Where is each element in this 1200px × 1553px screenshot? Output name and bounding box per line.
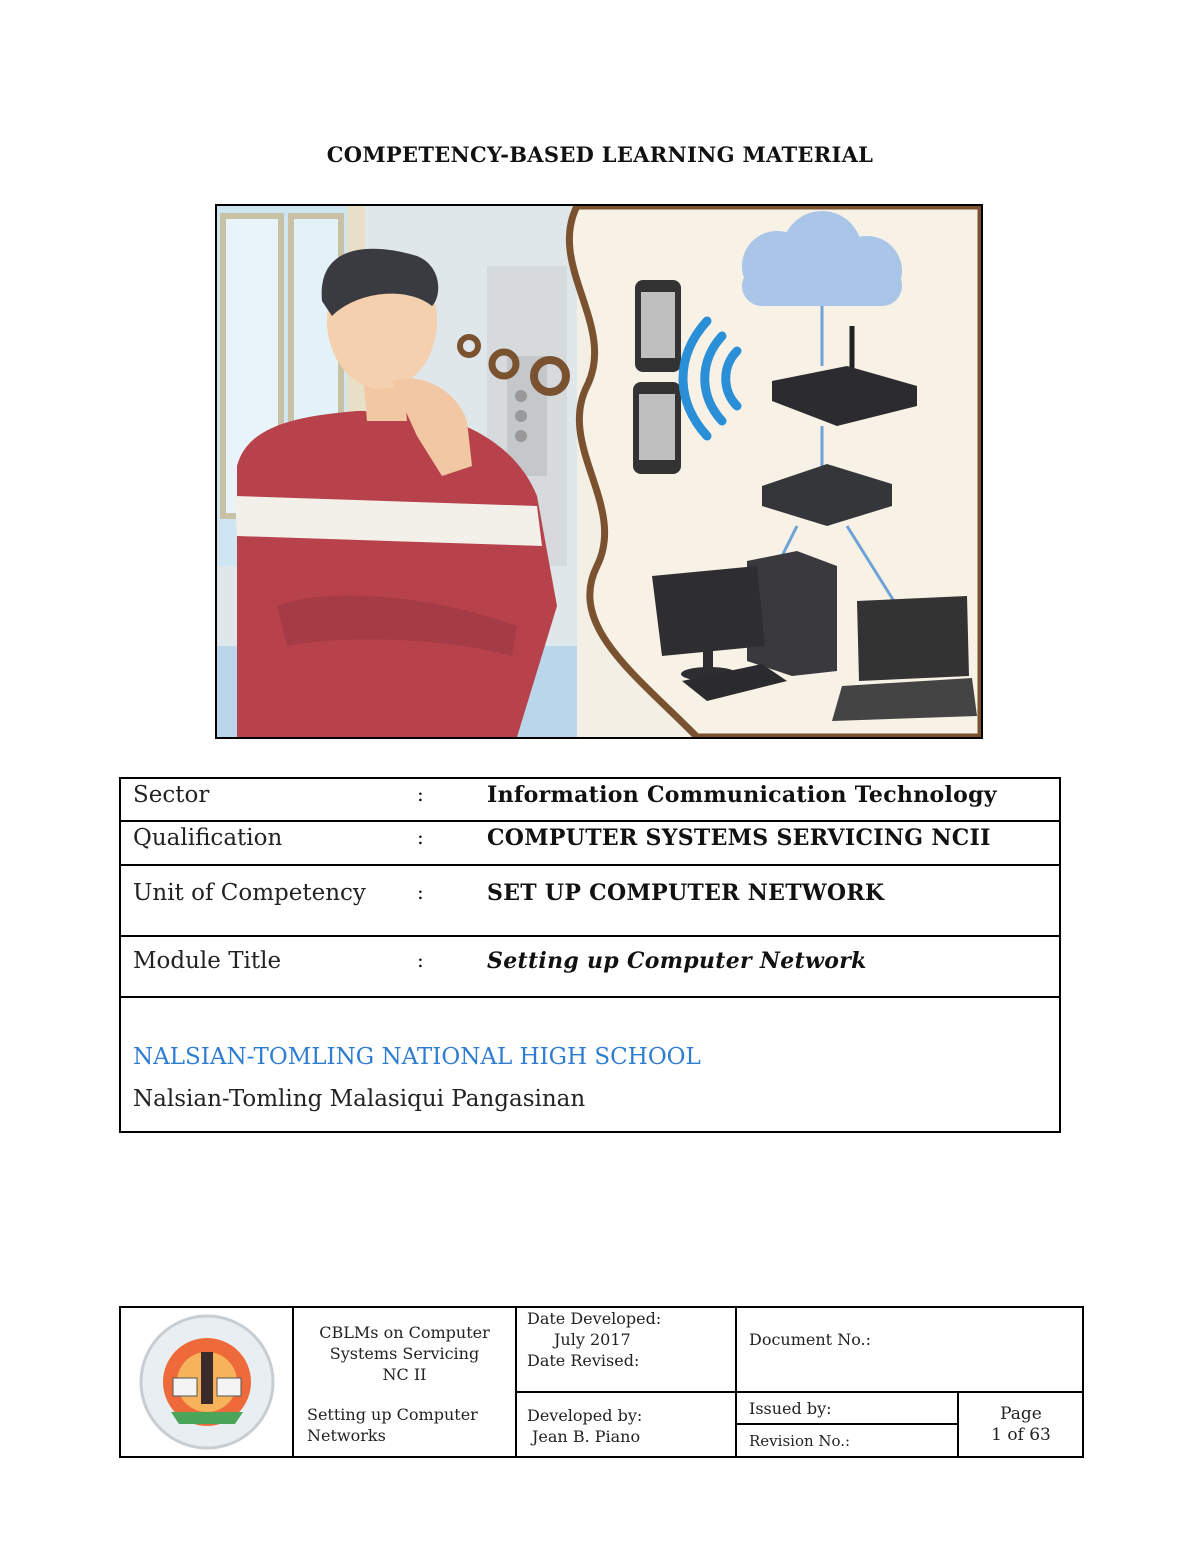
cblm-line-2: Systems Servicing xyxy=(329,1344,480,1363)
sector-label: Sector xyxy=(133,782,210,808)
document-no-label: Document No.: xyxy=(749,1330,872,1349)
sector-row xyxy=(121,779,1059,822)
cblm-description xyxy=(294,1322,515,1385)
module-name-line-2: Networks xyxy=(307,1426,386,1445)
module-label: Module Title xyxy=(133,948,282,974)
unit-colon: : xyxy=(417,880,424,904)
cover-illustration xyxy=(215,204,983,739)
page-label: Page xyxy=(1000,1404,1042,1424)
module-name-line-1: Setting up Computer xyxy=(307,1405,478,1424)
qualification-value: COMPUTER SYSTEMS SERVICING NCII xyxy=(487,825,991,851)
revision-no-label: Revision No.: xyxy=(749,1432,851,1450)
module-name xyxy=(307,1404,507,1446)
school-seal-logo xyxy=(131,1312,283,1452)
qualification-label: Qualification xyxy=(133,825,283,851)
date-block xyxy=(527,1308,732,1371)
page-block xyxy=(959,1404,1083,1446)
school-address: Nalsian-Tomling Malasiqui Pangasinan xyxy=(133,1086,586,1112)
developer-block xyxy=(527,1405,732,1447)
qualification-row xyxy=(121,822,1059,866)
cblm-line-3: NC II xyxy=(382,1365,427,1384)
sector-colon: : xyxy=(417,782,424,806)
document-title: COMPETENCY-BASED LEARNING MATERIAL xyxy=(326,142,874,167)
unit-of-competency-row xyxy=(121,866,1059,937)
cblm-line-1: CBLMs on Computer xyxy=(319,1323,490,1342)
page-value: 1 of 63 xyxy=(991,1425,1051,1445)
unit-label: Unit of Competency xyxy=(133,880,366,906)
unit-value: SET UP COMPUTER NETWORK xyxy=(487,880,885,906)
date-developed-value: July 2017 xyxy=(554,1330,631,1349)
developed-by-label: Developed by: xyxy=(527,1406,643,1425)
module-value: Setting up Computer Network xyxy=(487,948,867,974)
school-row xyxy=(121,998,1059,1131)
module-title-row xyxy=(121,937,1059,998)
document-footer xyxy=(119,1306,1084,1458)
date-developed-label: Date Developed: xyxy=(527,1309,662,1328)
school-name: NALSIAN-TOMLING NATIONAL HIGH SCHOOL xyxy=(133,1044,701,1070)
sector-value: Information Communication Technology xyxy=(487,782,997,808)
course-info-table xyxy=(119,777,1061,1133)
module-colon: : xyxy=(417,948,424,972)
qualification-colon: : xyxy=(417,825,424,849)
issued-by-label: Issued by: xyxy=(749,1399,832,1418)
developed-by-value: Jean B. Piano xyxy=(532,1427,641,1446)
date-revised-label: Date Revised: xyxy=(527,1351,640,1370)
